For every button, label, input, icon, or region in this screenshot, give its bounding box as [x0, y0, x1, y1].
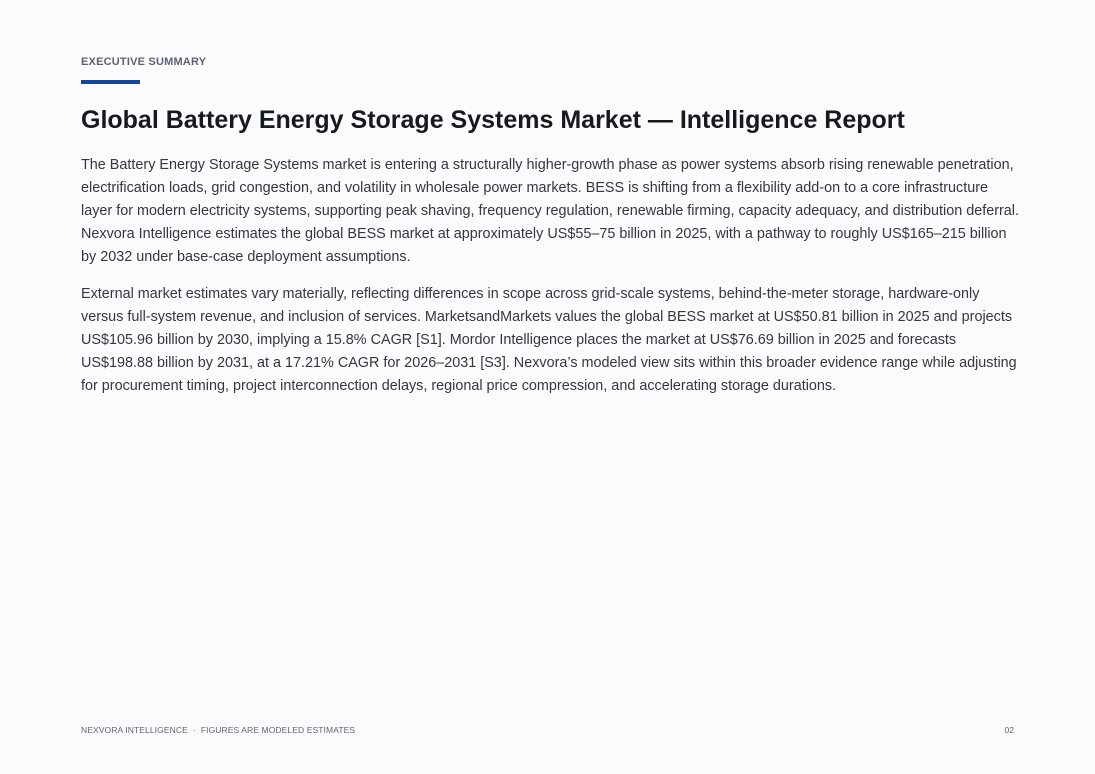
page-number: 02: [1004, 725, 1014, 735]
body-paragraph-2: External market estimates vary materially, reflecting differences in scope across grid-scale systems, behind-the-meter storage, hardware-only versus full-system revenue, and inclusion of services. MarketsandMarkets values the global BESS market at US$50.81 billion in 2025 and projects US$105.96 billion by 2030, implying a 15.8% CAGR [S1]. Mordor Intelligence places the market at US$76.69 billion in 2025 and forecasts US$198.88 billion by 2031, at a 17.21% CAGR for 2026–2031 [S3]. Nexvora’s modeled view sits within this broader evidence range while adjusting for procurement timing, project interconnection delays, regional price compression, and accelerating storage durations.: [81, 286, 1017, 395]
footer: [81, 725, 355, 735]
footer-separator: ·: [192, 725, 196, 735]
footer-note: FIGURES ARE MODELED ESTIMATES: [200, 725, 356, 735]
section-accent-bar: [81, 80, 140, 84]
footer-brand: NEXVORA INTELLIGENCE: [81, 725, 188, 735]
section-label: EXECUTIVE SUMMARY: [81, 56, 207, 68]
page-title: Global Battery Energy Storage Systems Market — Intelligence Report: [81, 106, 905, 134]
body-paragraph-1: The Battery Energy Storage Systems market is entering a structurally higher-growth phase as power systems absorb rising renewable penetration, electrification loads, grid congestion, and volatility in wholesale power markets. BESS is shifting from a flexibility add-on to a core infrastructure layer for modern electricity systems, supporting peak shaving, frequency regulation, renewable firming, capacity adequacy, and distribution deferral. Nexvora Intelligence estimates the global BESS market at approximately US$55–75 billion in 2025, with a pathway to roughly US$165–215 billion by 2032 under base-case deployment assumptions.: [81, 157, 1020, 266]
